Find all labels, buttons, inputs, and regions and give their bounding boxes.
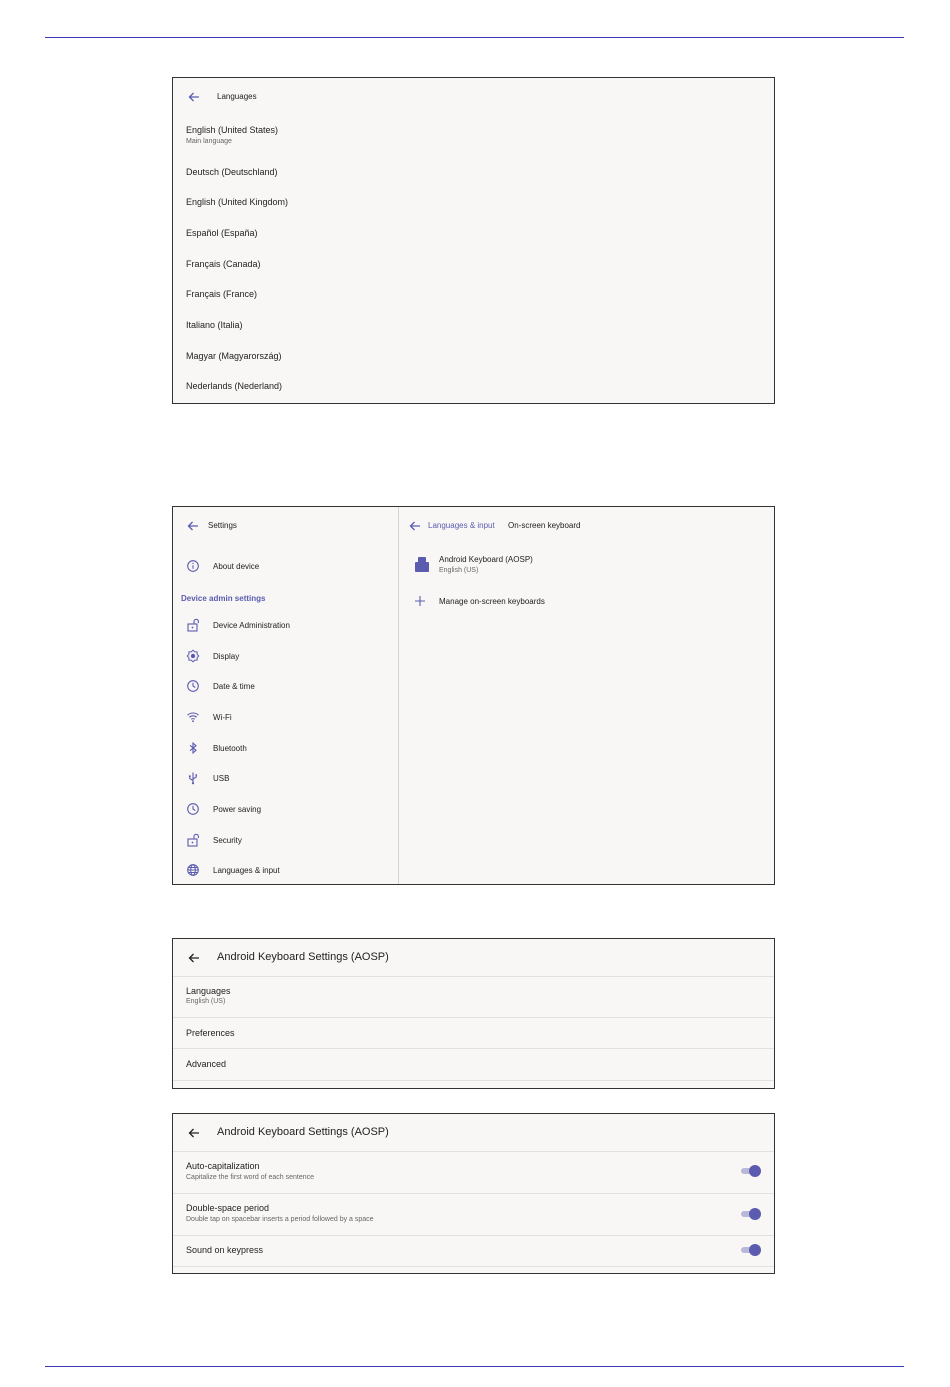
keyboard-preferences-screenshot [172,1113,775,1274]
brightness-icon [186,649,200,663]
unlock-icon [186,833,200,847]
language-item[interactable]: English (United States) [186,125,279,135]
keyboard-item-sub: English (US) [439,567,479,574]
pane-divider [398,507,399,884]
clock-icon [186,679,200,693]
language-item[interactable]: Français (Canada) [186,259,261,269]
pref-item-auto-capitalization-sub: Capitalize the first word of each sentence [186,1174,315,1181]
divider [173,1048,774,1049]
divider [173,1193,774,1194]
pref-item-double-space-period: Double-space period [186,1203,270,1213]
sidebar-item-power-saving[interactable]: Power saving [213,805,262,814]
wifi-icon [186,710,200,724]
back-arrow-icon[interactable] [408,519,422,533]
settings-item-advanced[interactable]: Advanced [186,1059,227,1069]
divider [173,1017,774,1018]
back-arrow-icon[interactable] [187,1126,201,1140]
keyboard-item-label[interactable]: Android Keyboard (AOSP) [439,555,533,564]
bluetooth-icon [186,741,200,755]
auto-capitalization-toggle[interactable] [741,1165,761,1177]
divider [173,1151,774,1152]
sidebar-item-display[interactable]: Display [213,652,240,661]
info-icon [186,559,200,573]
language-item[interactable]: Français (France) [186,289,258,299]
sidebar-item-usb[interactable]: USB [213,774,230,783]
sound-on-keypress-toggle[interactable] [741,1244,761,1256]
language-item[interactable]: Español (España) [186,228,258,238]
settings-keyboard-screenshot [172,506,775,885]
language-item[interactable]: Nederlands (Nederland) [186,381,283,391]
double-space-period-toggle[interactable] [741,1208,761,1220]
plus-icon[interactable] [413,594,427,608]
section-label: Device admin settings [181,594,266,603]
manage-keyboards-button[interactable]: Manage on-screen keyboards [439,597,545,606]
pref-item-double-space-period-sub: Double tap on spacebar inserts a period followed by a space [186,1216,374,1223]
page-title: Languages [217,92,257,101]
settings-item-languages-sub: English (US) [186,998,226,1005]
language-item[interactable]: Magyar (Magyarország) [186,351,282,361]
back-arrow-icon[interactable] [187,90,201,104]
breadcrumb-current: On-screen keyboard [508,521,581,530]
usb-icon [186,771,200,785]
languages-screenshot [172,77,775,404]
settings-title: Settings [208,521,237,530]
pref-item-sound-on-keypress: Sound on keypress [186,1245,264,1255]
language-item[interactable]: English (United Kingdom) [186,197,289,207]
settings-item-preferences[interactable]: Preferences [186,1028,235,1038]
back-arrow-icon[interactable] [186,519,200,533]
sidebar-item-security[interactable]: Security [213,836,242,845]
page-title: Android Keyboard Settings (AOSP) [217,951,389,963]
bottom-rule [45,1366,904,1367]
page-title: Android Keyboard Settings (AOSP) [217,1126,389,1138]
unlock-icon [186,618,200,632]
back-arrow-icon[interactable] [187,951,201,965]
top-rule [45,37,904,38]
divider [173,1235,774,1236]
sidebar-item-wifi[interactable]: Wi-Fi [213,713,232,722]
clock-icon [186,802,200,816]
divider [173,976,774,977]
sidebar-item-date-time[interactable]: Date & time [213,682,255,691]
globe-icon [186,863,200,877]
language-item-sub: Main language [186,138,232,145]
keyboard-app-icon [413,555,431,573]
language-item[interactable]: Deutsch (Deutschland) [186,167,278,177]
pref-item-auto-capitalization: Auto-capitalization [186,1161,260,1171]
keyboard-settings-screenshot [172,938,775,1089]
divider [173,1266,774,1267]
sidebar-item-languages-input[interactable]: Languages & input [213,866,280,875]
divider [173,1080,774,1081]
sidebar-item-device-administration[interactable]: Device Administration [213,621,290,630]
sidebar-item-about-device[interactable]: About device [213,562,260,571]
settings-item-languages[interactable]: Languages [186,986,231,996]
sidebar-item-bluetooth[interactable]: Bluetooth [213,744,247,753]
language-item[interactable]: Italiano (Italia) [186,320,243,330]
breadcrumb-parent[interactable]: Languages & input [428,521,495,530]
